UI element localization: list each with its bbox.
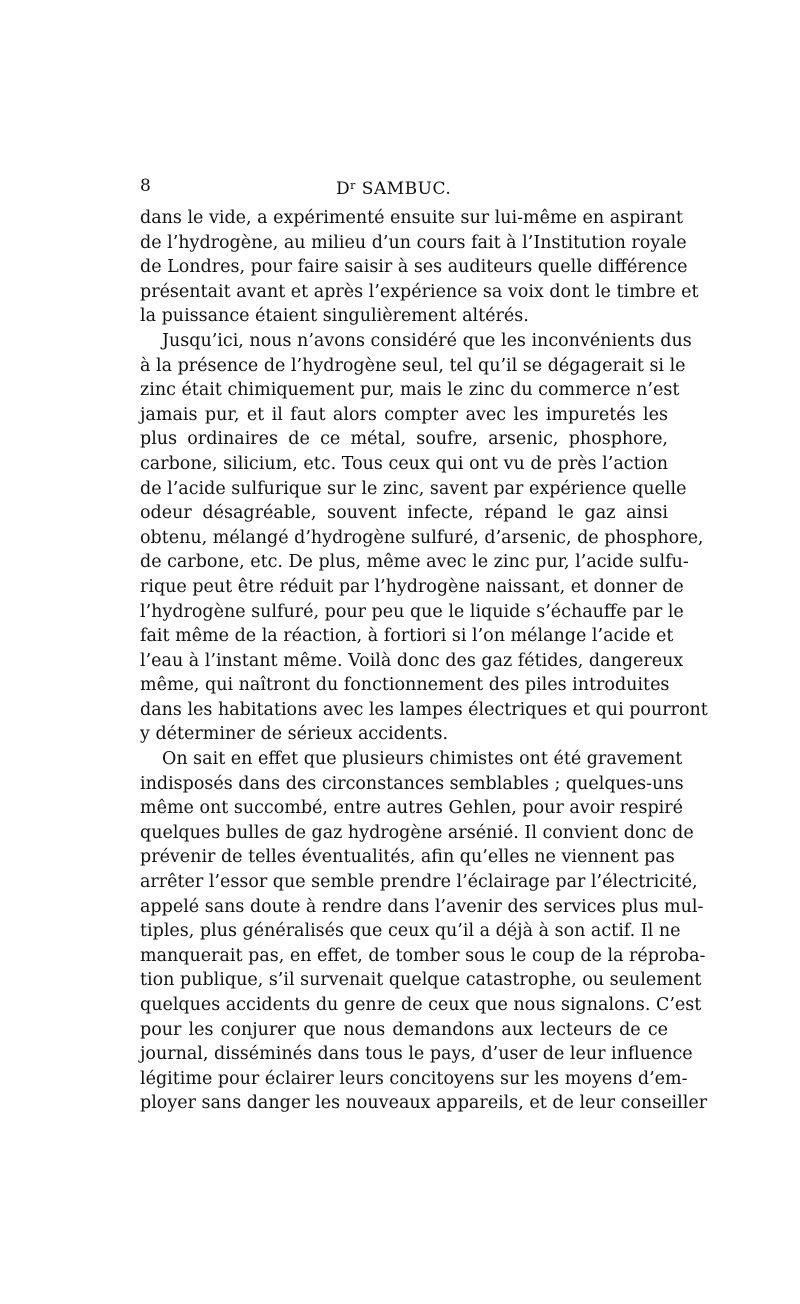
page-number: 8 xyxy=(140,176,151,196)
text-line: rique peut être réduit par l’hydrogène naissant, et donner de xyxy=(140,576,684,597)
text-line: fait même de la réaction, à fortiori si l’on mélange l’acide et xyxy=(140,626,674,647)
text-line: même ont succombé, entre autres Gehlen, pour avoir respiré xyxy=(140,798,683,819)
text-line: à la présence de l’hydrogène seul, tel qu’il se dégagerait si le xyxy=(140,355,686,376)
text-line: jamais pur, et il faut alors compter avec les impuretés les xyxy=(140,404,668,425)
text-line: de carbone, etc. De plus, même avec le zinc pur, l’acide sulfu- xyxy=(140,552,689,573)
text-line: de Londres, pour faire saisir à ses auditeurs quelle différence xyxy=(140,257,688,278)
text-line: présentait avant et après l’expérience sa voix dont le timbre et xyxy=(140,281,699,302)
text-line: carbone, silicium, etc. Tous ceux qui ont vu de près l’action xyxy=(140,453,668,474)
text-line: tion publique, s’il survenait quelque catastrophe, ou seulement xyxy=(140,970,702,991)
text-line: y déterminer de sérieux accidents. xyxy=(140,724,449,745)
text-line: la puissance étaient singulièrement altérés. xyxy=(140,306,529,327)
text-line: légitime pour éclairer leurs concitoyens sur les moyens d’em- xyxy=(140,1068,688,1089)
text-line: dans le vide, a expérimenté ensuite sur lui-même en aspirant xyxy=(140,208,684,228)
text-line: de l’acide sulfurique sur le zinc, savent par expérience quelle xyxy=(140,478,687,499)
text-line: manquerait pas, en effet, de tomber sous le coup de la réproba- xyxy=(140,945,706,966)
text-line: quelques bulles de gaz hydrogène arsénié. Il convient donc de xyxy=(140,822,694,843)
text-line: plus ordinaires de ce métal, soufre, arsenic, phosphore, xyxy=(140,429,668,450)
text-line: l’eau à l’instant même. Voilà donc des gaz fétides, dangereux xyxy=(140,650,684,671)
text-line: journal, disséminés dans tous le pays, d’user de leur influence xyxy=(140,1044,693,1065)
text-line: dans les habitations avec les lampes électriques et qui pourront xyxy=(140,699,708,720)
author-sup: r xyxy=(350,179,356,192)
text-line: quelques accidents du genre de ceux que nous signalons. C’est xyxy=(140,995,702,1015)
text-line: On sait en effet que plusieurs chimistes ont été gravement xyxy=(162,749,683,770)
text-line: odeur désagréable, souvent infecte, répand le gaz ainsi xyxy=(140,503,668,524)
text-line: appelé sans doute à rendre dans l’avenir des services plus mul- xyxy=(140,896,704,917)
text-line: arrêter l’essor que semble prendre l’éclairage par l’électricité, xyxy=(140,872,698,893)
text-line: prévenir de telles éventualités, afin qu’elles ne viennent pas xyxy=(140,847,675,868)
text-line: obtenu, mélangé d’hydrogène sulfuré, d’arsenic, de phosphore, xyxy=(140,527,704,548)
text-line: indisposés dans des circonstances semblables ; quelques-uns xyxy=(140,773,684,794)
page-header xyxy=(140,176,668,200)
author-prefix: D xyxy=(336,179,351,199)
text-line: même, qui naîtront du fonctionnement des piles introduites xyxy=(140,675,670,696)
author-name: SAMBUC. xyxy=(355,179,452,199)
running-head xyxy=(336,176,451,199)
text-line: tiples, plus généralisés que ceux qu’il a déjà à son actif. Il ne xyxy=(140,921,681,942)
text-line: zinc était chimiquement pur, mais le zinc du commerce n’est xyxy=(140,380,680,401)
text-line: l’hydrogène sulfuré, pour peu que le liquide s’échauffe par le xyxy=(140,601,684,622)
text-line: Jusqu’ici, nous n’avons considéré que les inconvénients dus xyxy=(162,330,692,351)
text-line: pour les conjurer que nous demandons aux lecteurs de ce xyxy=(140,1019,668,1040)
text-line: ployer sans danger les nouveaux appareils, et de leur conseiller xyxy=(140,1093,708,1114)
text-line: de l’hydrogène, au milieu d’un cours fait à l’Institution royale xyxy=(140,232,687,253)
body-text xyxy=(140,206,708,1116)
